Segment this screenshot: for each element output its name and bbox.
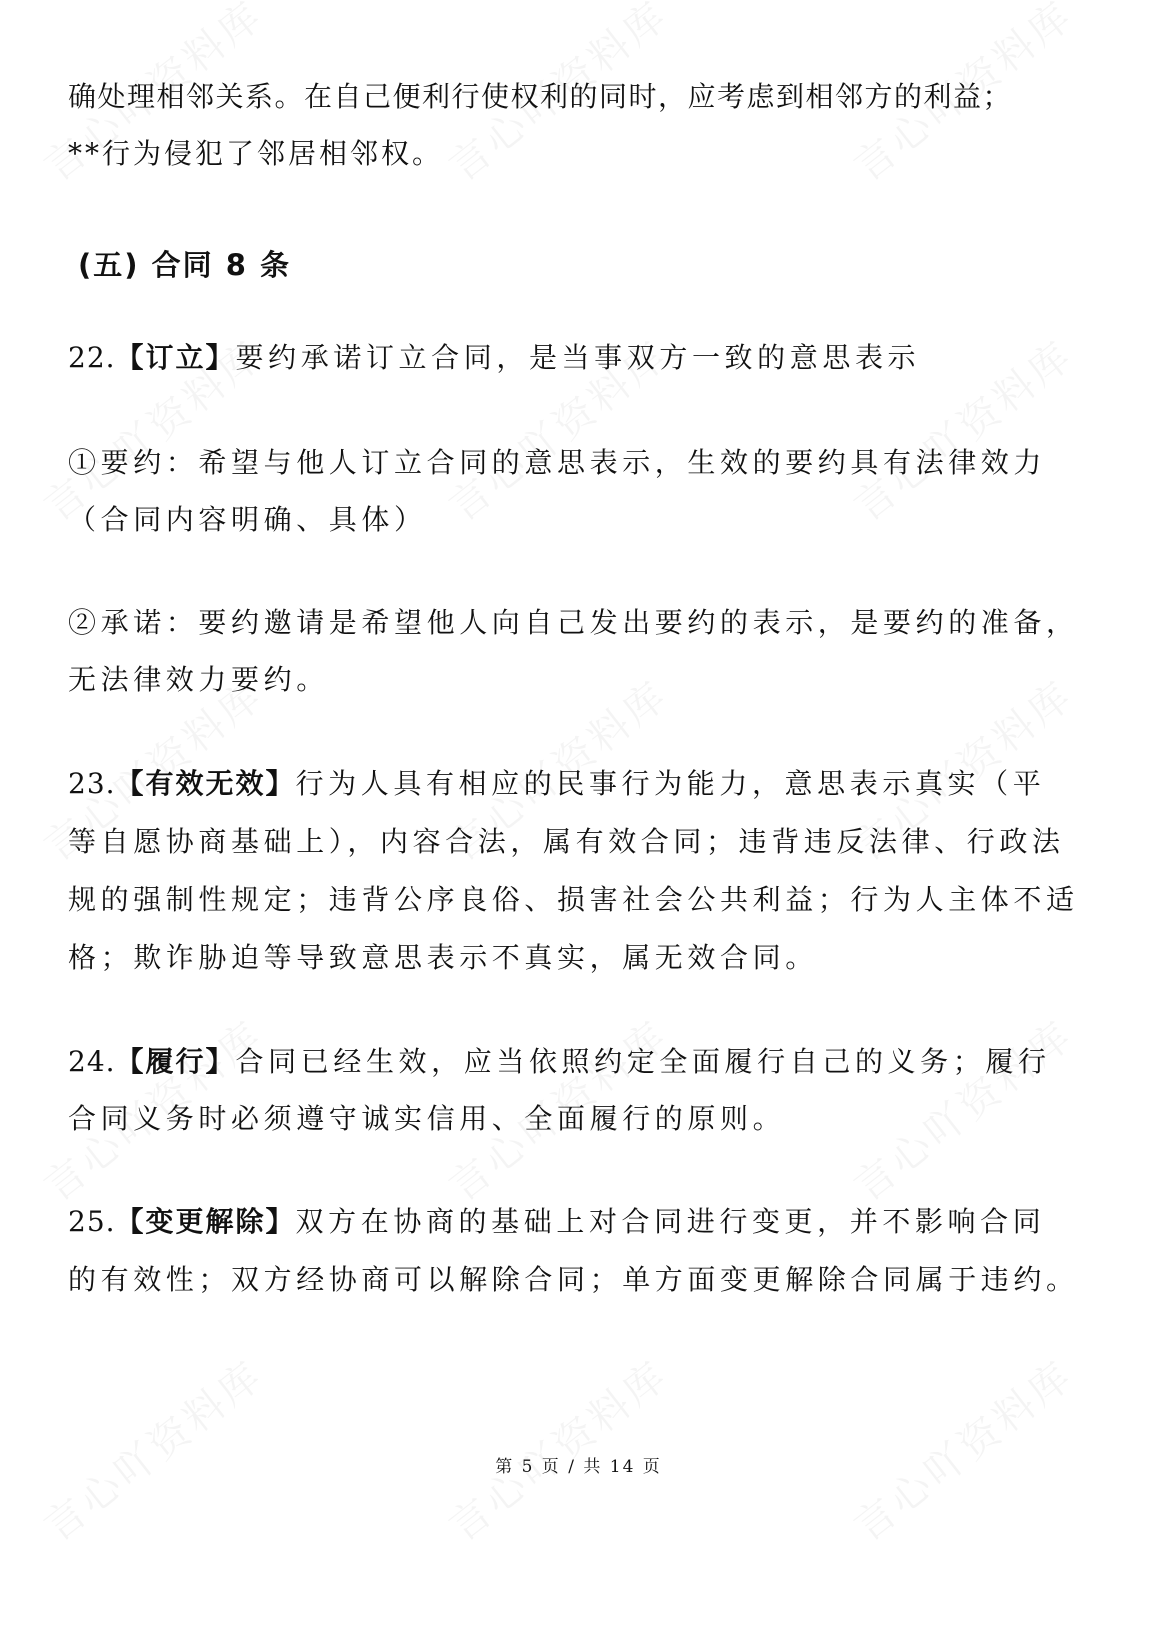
item-text: ②承诺：要约邀请是希望他人向自己发出要约的表示，是要约的准备， xyxy=(68,606,1079,639)
item-line xyxy=(68,1263,1079,1297)
item-first-line xyxy=(68,446,1046,480)
item-text: 规的强制性规定；违背公序良俗、损害社会公共利益；行为人主体不适 xyxy=(68,883,1079,916)
paragraph-line: **行为侵犯了邻居相邻权。 xyxy=(68,137,444,170)
item-line xyxy=(68,503,427,537)
item-first-line xyxy=(68,341,920,375)
item-text: 合同已经生效，应当依照约定全面履行自己的义务；履行 xyxy=(235,1045,1051,1078)
watermark-text xyxy=(435,1345,678,1552)
paragraph-line: 确处理相邻关系。在自己便利行使权利的同时，应考虑到相邻方的利益； xyxy=(68,80,1013,113)
page-footer: 第 5 页 / 共 14 页 xyxy=(495,1457,662,1477)
item-first-line xyxy=(68,1205,1045,1239)
item-keyword: 【有效无效】 xyxy=(115,767,296,800)
watermark-text xyxy=(840,1345,1083,1552)
item-line xyxy=(68,663,329,697)
item-line xyxy=(68,883,1079,917)
item-text: 双方在协商的基础上对合同进行变更，并不影响合同 xyxy=(295,1205,1046,1238)
item-keyword: 【订立】 xyxy=(115,341,236,374)
item-line xyxy=(68,825,1065,859)
item-text: 的有效性；双方经协商可以解除合同；单方面变更解除合同属于违约。 xyxy=(68,1263,1079,1296)
item-first-line xyxy=(68,606,1079,640)
watermark-text xyxy=(840,1005,1083,1212)
item-text: 无法律效力要约。 xyxy=(68,663,329,696)
item-text: ①要约：希望与他人订立合同的意思表示，生效的要约具有法律效力 xyxy=(68,446,1047,479)
item-keyword: 【履行】 xyxy=(115,1045,236,1078)
item-line xyxy=(68,941,818,975)
watermark-text xyxy=(30,1345,273,1552)
item-text: 行为人具有相应的民事行为能力，意思表示真实（平 xyxy=(295,767,1046,800)
item-number: 25. xyxy=(68,1205,116,1238)
item-text: 要约承诺订立合同，是当事双方一致的意思表示 xyxy=(235,341,921,374)
item-text: 等自愿协商基础上），内容合法，属有效合同；违背违反法律、行政法 xyxy=(68,825,1065,858)
item-number: 23. xyxy=(68,767,116,800)
item-text: （合同内容明确、具体） xyxy=(68,503,427,536)
item-number: 24. xyxy=(68,1045,116,1078)
item-first-line xyxy=(68,767,1045,801)
item-keyword: 【变更解除】 xyxy=(115,1205,296,1238)
item-line xyxy=(68,1102,785,1136)
item-first-line xyxy=(68,1045,1051,1079)
item-text: 合同义务时必须遵守诚实信用、全面履行的原则。 xyxy=(68,1102,786,1135)
item-text: 格；欺诈胁迫等导致意思表示不真实，属无效合同。 xyxy=(68,941,818,974)
section-heading: (五) 合同 8 条 xyxy=(78,248,291,282)
item-number: 22. xyxy=(68,341,116,374)
